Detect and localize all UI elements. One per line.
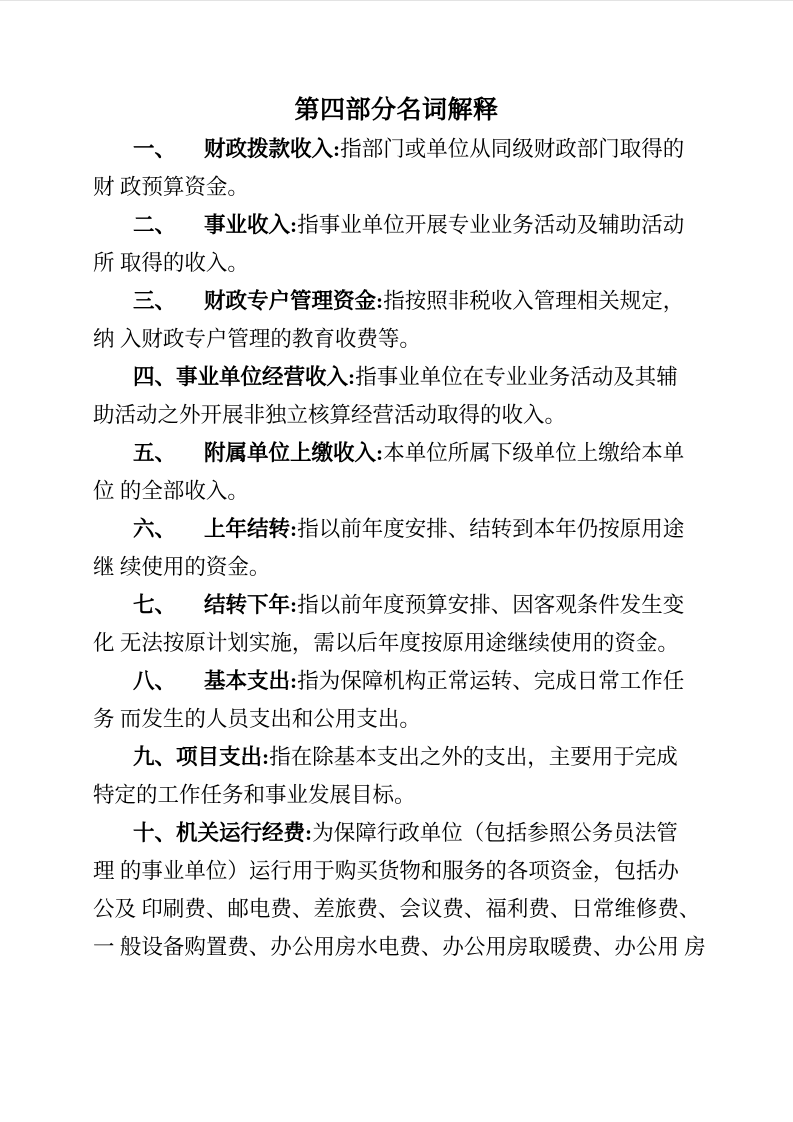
term-number: 九、 bbox=[133, 745, 177, 769]
text-line: 继 续使用的资金。 bbox=[93, 555, 271, 579]
text-line bbox=[93, 130, 700, 168]
text-line bbox=[93, 358, 700, 396]
text-line bbox=[93, 814, 700, 852]
term-number: 六、 bbox=[133, 517, 177, 541]
term-paragraph bbox=[93, 206, 700, 282]
term-name: 财政拨款收入: bbox=[204, 137, 341, 161]
term-definition: 指事业单位在专业业务活动及其辅 bbox=[355, 365, 678, 389]
document-title: 第四部分名词解释 bbox=[294, 97, 499, 124]
term-definition: 指以前年度安排、结转到本年仍按原用途 bbox=[297, 517, 685, 541]
term-paragraph bbox=[93, 510, 700, 586]
term-name: 附属单位上缴收入: bbox=[204, 441, 384, 465]
term-name: 事业收入: bbox=[204, 213, 298, 237]
text-line: 一 般设备购置费、办公用房水电费、办公用房取暖费、办公用 房 bbox=[93, 935, 706, 959]
text-line: 化 无法按原计划实施，需以后年度按原用途继续使用的资金。 bbox=[93, 631, 679, 655]
text-line: 财 政预算资金。 bbox=[93, 175, 249, 199]
term-paragraph bbox=[93, 586, 700, 662]
text-line: 助活动之外开展非独立核算经营活动取得的收入。 bbox=[93, 403, 567, 427]
term-name: 基本支出: bbox=[204, 669, 298, 693]
term-paragraph bbox=[93, 662, 700, 738]
text-line bbox=[93, 662, 700, 700]
text-line bbox=[93, 434, 700, 472]
term-definition: 指按照非税收入管理相关规定， bbox=[383, 289, 685, 313]
term-paragraph bbox=[93, 814, 706, 966]
term-definition: 为保障行政单位（包括参照公务员法管 bbox=[312, 821, 678, 845]
term-number: 二、 bbox=[133, 213, 177, 237]
term-definition: 本单位所属下级单位上缴给本单 bbox=[383, 441, 685, 465]
term-definition: 指在除基本支出之外的支出，主要用于完成 bbox=[269, 745, 678, 769]
text-line: 公及 印刷费、邮电费、差旅费、会议费、福利费、日常维修费、 bbox=[93, 897, 701, 921]
term-paragraph bbox=[93, 358, 700, 434]
text-line bbox=[93, 586, 700, 624]
text-line bbox=[93, 738, 700, 776]
text-line bbox=[93, 282, 700, 320]
term-name: 事业单位经营收入: bbox=[176, 365, 356, 389]
term-name: 财政专户管理资金: bbox=[204, 289, 384, 313]
text-line: 理 的事业单位）运行用于购买货物和服务的各项资金，包括办 bbox=[93, 859, 679, 883]
term-paragraph bbox=[93, 130, 700, 206]
term-definition: 指事业单位开展专业业务活动及辅助活动 bbox=[297, 213, 685, 237]
term-number: 一、 bbox=[133, 137, 177, 161]
term-name: 机关运行经费: bbox=[176, 821, 313, 845]
term-name: 结转下年: bbox=[204, 593, 298, 617]
term-definition: 指为保障机构正常运转、完成日常工作任 bbox=[297, 669, 685, 693]
text-line: 纳 入财政专户管理的教育收费等。 bbox=[93, 327, 421, 351]
text-line: 位 的全部收入。 bbox=[93, 479, 249, 503]
term-name: 上年结转: bbox=[204, 517, 298, 541]
term-paragraph bbox=[93, 434, 700, 510]
term-paragraph bbox=[93, 738, 700, 814]
text-line bbox=[93, 510, 700, 548]
term-number: 七、 bbox=[133, 593, 177, 617]
term-number: 八、 bbox=[133, 669, 177, 693]
term-number: 三、 bbox=[133, 289, 177, 313]
text-line: 特定的工作任务和事业发展目标。 bbox=[93, 783, 416, 807]
term-definition: 指以前年度预算安排、因客观条件发生变 bbox=[297, 593, 685, 617]
term-name: 项目支出: bbox=[176, 745, 270, 769]
term-definition: 指部门或单位从同级财政部门取得的 bbox=[340, 137, 685, 161]
term-number: 十、 bbox=[133, 821, 177, 845]
term-paragraph bbox=[93, 282, 700, 358]
term-number: 四、 bbox=[133, 365, 177, 389]
text-line: 务 而发生的人员支出和公用支出。 bbox=[93, 707, 421, 731]
term-number: 五、 bbox=[133, 441, 177, 465]
text-line: 所 取得的收入。 bbox=[93, 251, 249, 275]
text-line bbox=[93, 206, 700, 244]
